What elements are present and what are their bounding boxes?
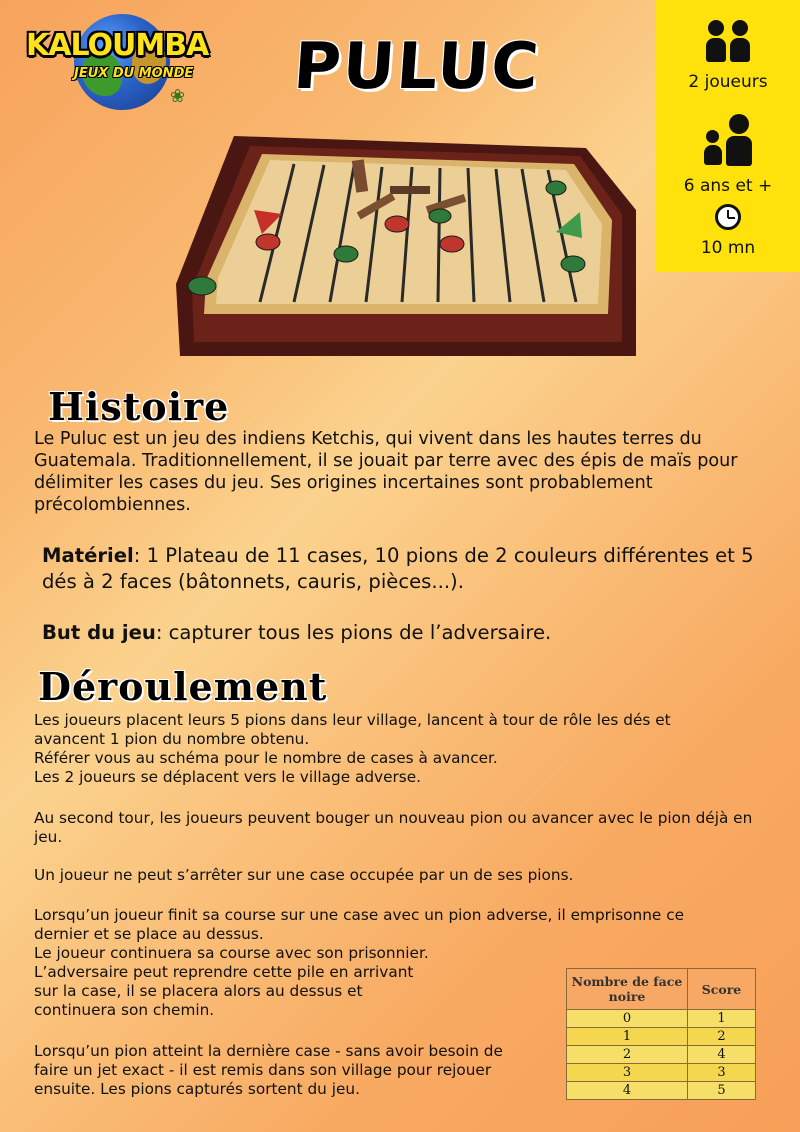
deroulement-p5c: ensuite. Les pions capturés sortent du jeu. <box>34 1080 360 1098</box>
but-label: But du jeu <box>42 621 156 644</box>
faces-cell: 2 <box>567 1046 688 1064</box>
header-score: Score <box>688 969 756 1010</box>
logo-title: KALOUMBA <box>26 28 209 63</box>
kaloumba-logo <box>22 8 209 108</box>
materiel-label: Matériel <box>42 544 134 567</box>
but-text: : capturer tous les pions de l’adversaire. <box>155 621 552 644</box>
deroulement-p4c2: sur la case, il se placera alors au dessus et <box>34 982 363 1000</box>
deroulement-p2: Au second tour, les joueurs peuvent bouger un nouveau pion ou avancer avec le pion déjà en jeu. <box>34 809 753 846</box>
deroulement-p4b: Le joueur continuera sa course avec son prisonnier. <box>34 944 429 962</box>
faces-cell: 4 <box>567 1082 688 1100</box>
faces-cell: 3 <box>567 1064 688 1082</box>
deroulement-p1: Les joueurs placent leurs 5 pions dans leur village, lancent à tour de rôle les dés et avancent 1 pion du nombre obtenu. <box>34 711 671 748</box>
game-info-box <box>656 0 800 272</box>
score-cell: 2 <box>688 1028 756 1046</box>
histoire-heading: Histoire <box>48 384 230 429</box>
score-cell: 5 <box>688 1082 756 1100</box>
histoire-text: Le Puluc est un jeu des indiens Ketchis, qui vivent dans les hautes terres du Guatemala. Traditionnellement, il se jouait par terre avec des épis de maïs pour délimiter les cases du jeu. Ses origines incertaines sont probablement précolombiennes. <box>34 429 738 515</box>
players-icon <box>704 49 752 68</box>
header-faces: Nombre de face noire <box>567 969 688 1010</box>
deroulement-heading: Déroulement <box>38 664 328 709</box>
deroulement-p4c1: L’adversaire peut reprendre cette pile en arrivant <box>34 963 414 981</box>
game-duration: 10 mn <box>700 238 756 258</box>
score-cell: 4 <box>688 1046 756 1064</box>
table-row <box>567 1046 756 1064</box>
table-header-row <box>567 969 756 1010</box>
score-cell: 3 <box>688 1064 756 1082</box>
deroulement-p5a: Lorsqu’un pion atteint la dernière case - sans avoir besoin de <box>34 1042 503 1060</box>
players-count: 2 joueurs <box>688 72 768 92</box>
materiel-text: : 1 Plateau de 11 cases, 10 pions de 2 couleurs différentes et 5 dés à 2 faces (bâtonnets, cauris, pièces...). <box>42 544 754 593</box>
clock-icon <box>715 204 741 230</box>
table-row <box>567 1010 756 1028</box>
puluc-board-photo <box>176 134 636 358</box>
deroulement-p1c: Les 2 joueurs se déplacent vers le village adverse. <box>34 768 422 786</box>
table-row <box>567 1064 756 1082</box>
faces-cell: 0 <box>567 1010 688 1028</box>
age-icon <box>702 153 754 172</box>
faces-cell: 1 <box>567 1028 688 1046</box>
logo-subtitle: JEUX DU MONDE <box>74 66 194 81</box>
deroulement-p3: Un joueur ne peut s’arrêter sur une case occupée par un de ses pions. <box>34 866 574 884</box>
table-row <box>567 1082 756 1100</box>
score-cell: 1 <box>688 1010 756 1028</box>
deroulement-p4c3: continuera son chemin. <box>34 1001 215 1019</box>
materiel-paragraph <box>42 543 782 595</box>
age-range: 6 ans et + <box>683 176 773 196</box>
score-table <box>566 968 756 1100</box>
table-row <box>567 1028 756 1046</box>
players-info <box>656 20 800 92</box>
deroulement-p5b: faire un jet exact - il est remis dans son village pour rejouer <box>34 1061 492 1079</box>
but-paragraph <box>42 620 782 646</box>
deroulement-p1b: Référer vous au schéma pour le nombre de cases à avancer. <box>34 749 498 767</box>
palm-tree-icon: ❀ <box>170 86 186 107</box>
age-info <box>656 114 800 196</box>
page-title: PULUC <box>291 30 543 104</box>
deroulement-p4a: Lorsqu’un joueur finit sa course sur une case avec un pion adverse, il emprisonne ce dernier et se place au dessus. <box>34 906 685 943</box>
duration-info <box>656 204 800 258</box>
